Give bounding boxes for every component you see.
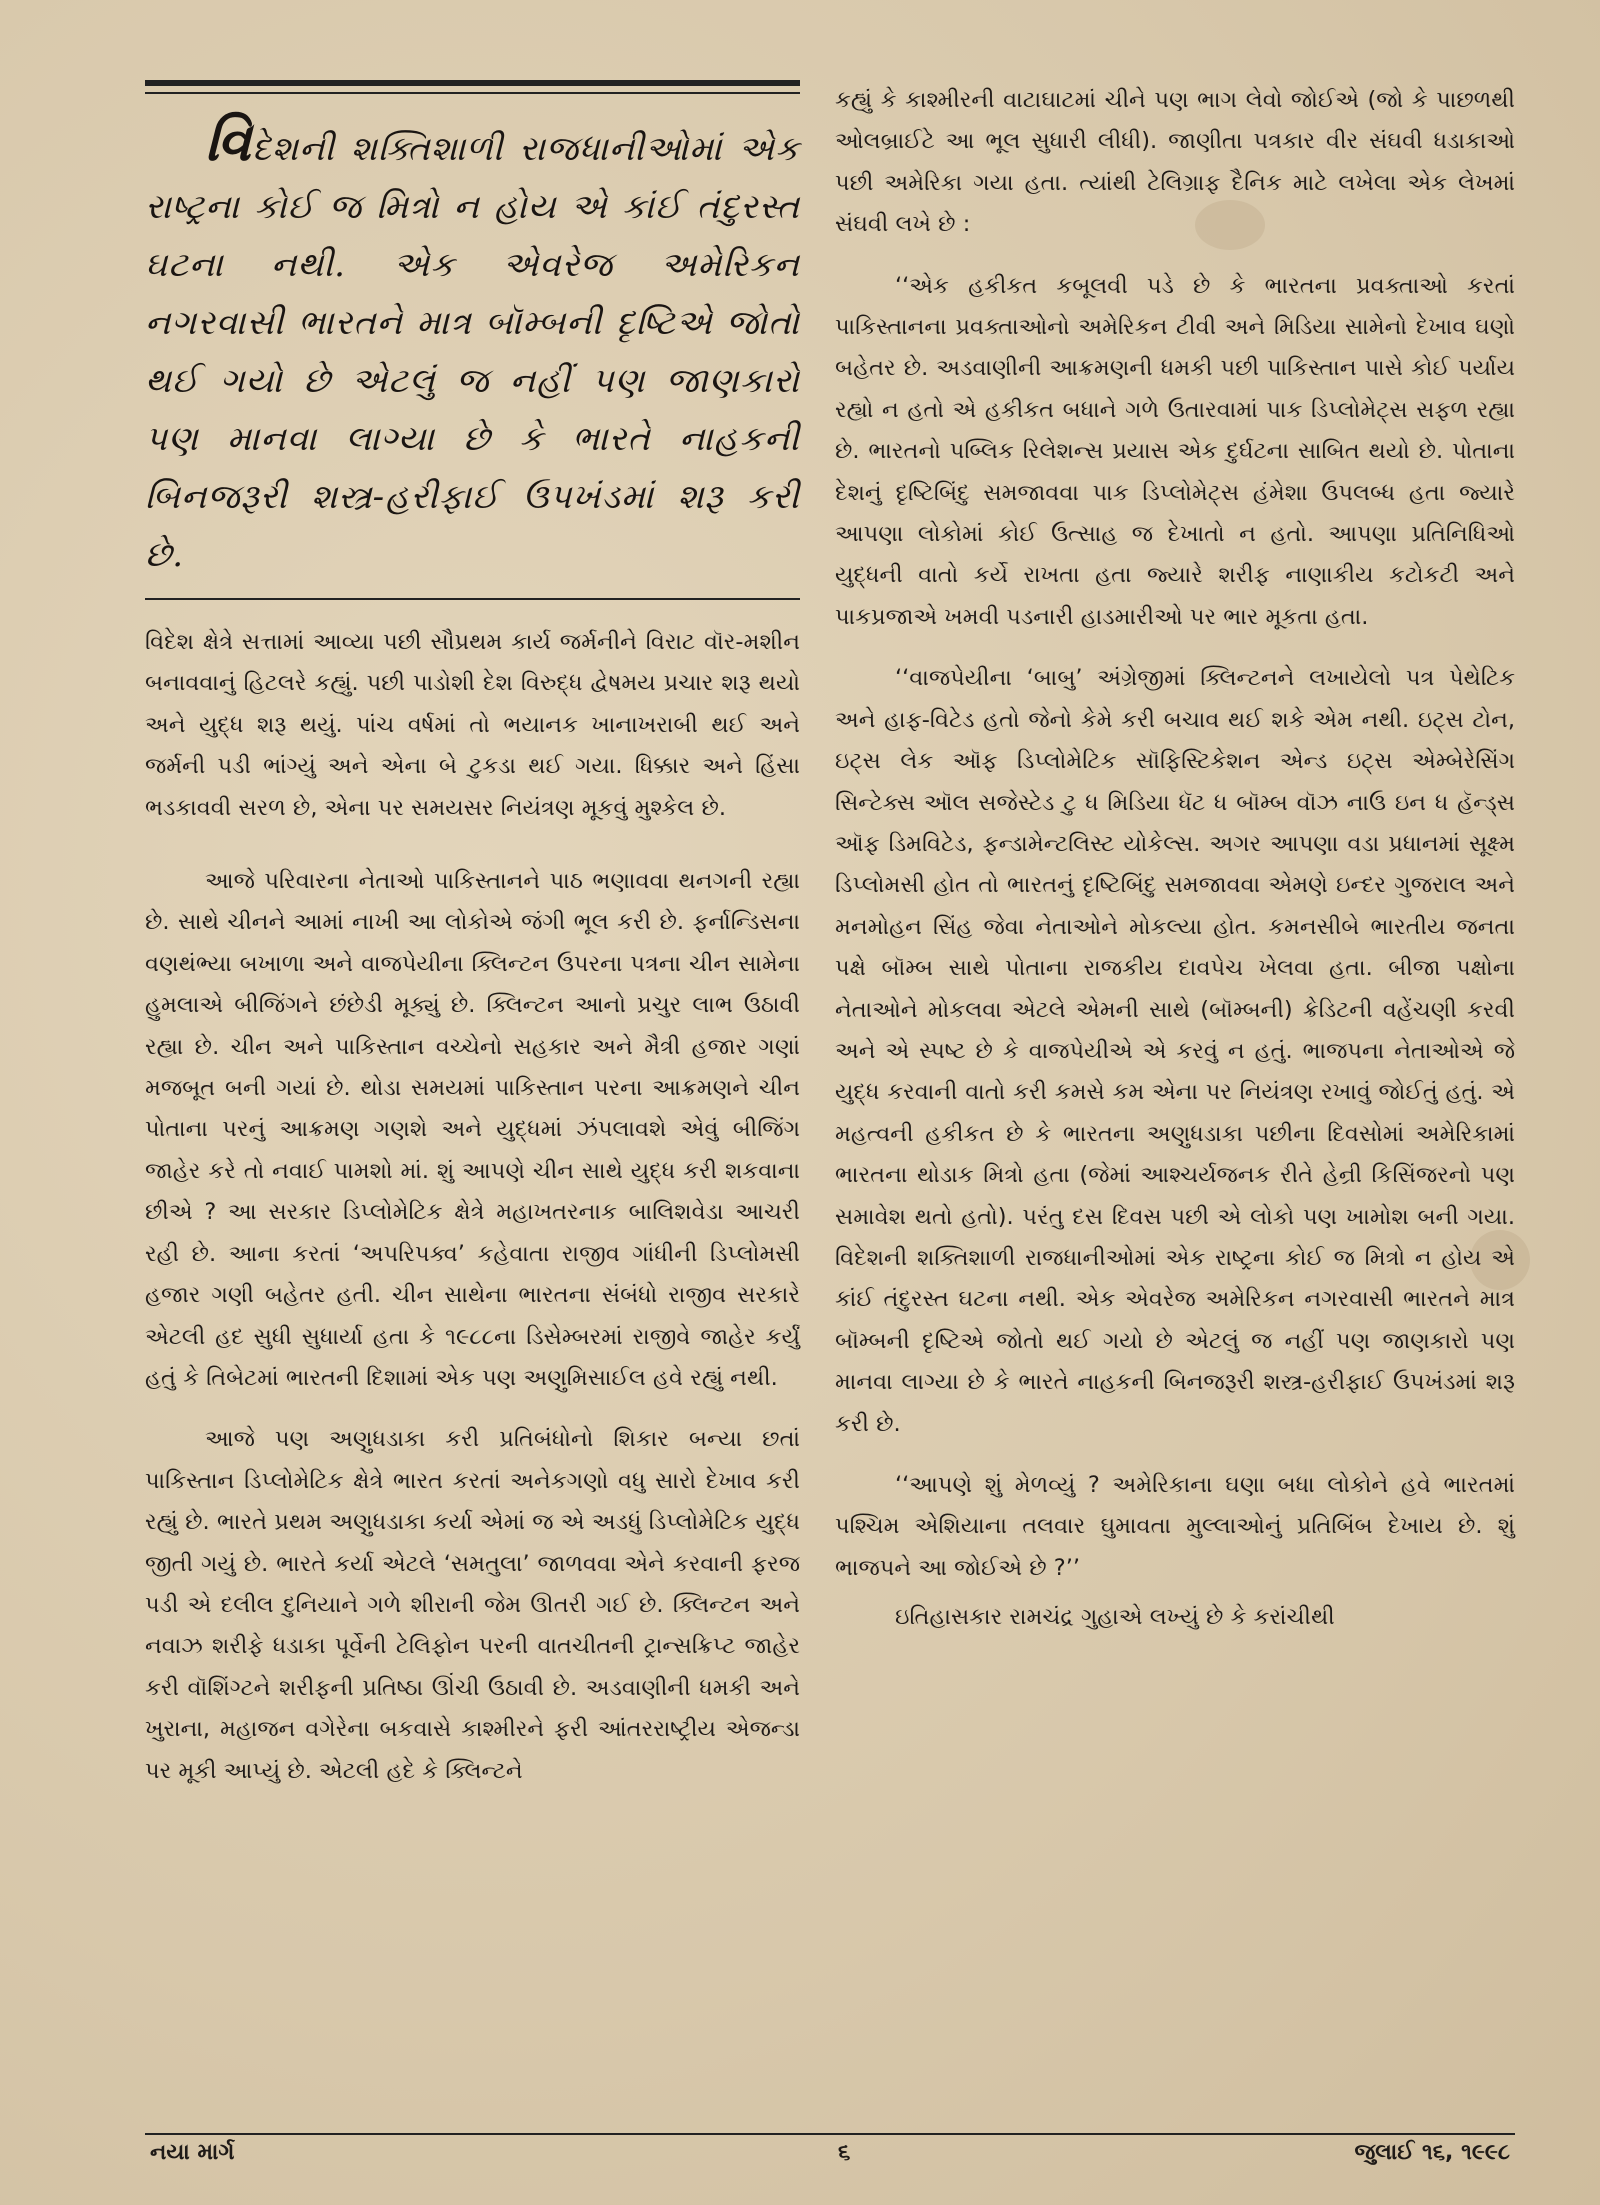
left-paragraph-2: આજે પરિવારના નેતાઓ પાકિસ્તાનને પાઠ ભણાવવા થનગની રહ્યા છે. સાથે ચીનને આમાં નાખી આ લોકોએ જંગી ભૂલ કરી છે. ફર્નાન્ડિસના વણથંભ્યા બખાળા અને વાજપેયીના ક્લિન્ટન ઉપરના પત્રના ચીન સામેના હુમલાએ બીજિંગને છંછેડી મૂક્યું છે. ક્લિન્ટન આનો પ્રચુર લાભ ઉઠાવી રહ્યા છે. ચીન અને પાકિસ્તાન વચ્ચેનો સહકાર અને મૈત્રી હજાર ગણાં મજબૂત બની ગયાં છે. થોડા સમયમાં પાકિસ્તાન પરના આક્રમણને ચીન પોતાના પરનું આક્રમણ ગણશે અને યુદ્ધમાં ઝંપલાવશે એવું બીજિંગ જાહેર કરે તો નવાઈ પામશો માં. શું આપણે ચીન સાથે યુદ્ધ કરી શકવાના છીએ ? આ સરકાર ડિપ્લોમેટિક ક્ષેત્રે મહાખતરનાક બાલિશવેડા આચરી રહી છે. આના કરતાં ‘અપરિપક્વ’ કહેવાતા રાજીવ ગાંધીની ડિપ્લોમસી હજાર ગણી બહેતર હતી. ચીન સાથેના ભારતના સંબંધો રાજીવ સરકારે એટલી હદ સુધી સુધાર્યા હતા કે ૧૯૮૮ના ડિસેમ્બરમાં રાજીવે જાહેર કર્યું હતું કે તિબેટમાં ભારતની દિશામાં એક પણ અણુમિસાઈલ હવે રહ્યું નથી. xyxy=(145,868,800,1391)
left-paragraph-1: વિદેશ ક્ષેત્રે સત્તામાં આવ્યા પછી સૌપ્રથમ કાર્ય જર્મનીને વિરાટ વૉર-મશીન બનાવવાનું હિટલરે કહ્યું. પછી પાડોશી દેશ વિરુદ્ધ દ્વેષમય પ્રચાર શરૂ થયો અને યુદ્ધ શરૂ થયું. પાંચ વર્ષમાં તો ભયાનક ખાનાખરાબી થઈ અને જર્મની પડી ભાંગ્યું અને એના બે ટુકડા થઈ ગયા. ધિક્કાર અને હિંસા ભડકાવવી સરળ છે, એના પર સમયસર નિયંત્રણ મૂકવું મુશ્કેલ છે. xyxy=(145,629,800,821)
right-quote-paragraph-3: ‘‘આપણે શું મેળવ્યું ? અમેરિકાના ઘણા બધા લોકોને હવે ભારતમાં પશ્ચિમ એશિયાના તલવાર ઘુમાવતા મુલ્લાઓનું પ્રતિબિંબ દેખાય છે. શું ભાજપને આ જોઈએ છે ?’’ xyxy=(835,1472,1515,1581)
left-paragraph-3: આજે પણ અણુધડાકા કરી પ્રતિબંધોનો શિકાર બન્યા છતાં પાકિસ્તાન ડિપ્લોમેટિક ક્ષેત્રે ભારત કરતાં અનેકગણો વધુ સારો દેખાવ કરી રહ્યું છે. ભારતે પ્રથમ અણુધડાકા કર્યા એમાં જ એ અડધું ડિપ્લોમેટિક યુદ્ધ જીતી ગયું છે. ભારતે કર્યા એટલે ‘સમતુલા’ જાળવવા એને કરવાની ફરજ પડી એ દલીલ દુનિયાને ગળે શીરાની જેમ ઊતરી ગઈ છે. ક્લિન્ટન અને નવાઝ શરીફે ધડાકા પૂર્વેની ટેલિફોન પરની વાતચીતની ટ્રાન્સક્રિપ્ટ જાહેર કરી વૉશિંગ્ટને શરીફની પ્રતિષ્ઠા ઊંચી ઉઠાવી છે. અડવાણીની ધમકી અને ખુરાના, મહાજન વગેરેના બકવાસે કાશ્મીરને ફરી આંતરરાષ્ટ્રીય એજન્ડા પર મૂકી આપ્યું છે. એટલી હદે કે ક્લિન્ટને xyxy=(145,1426,800,1784)
pull-quote-text: દેશની શક્તિશાળી રાજધાનીઓમાં એક રાષ્ટ્રના કોઈ જ મિત્રો ન હોય એ કાંઈ તંદુરસ્ત ઘટના નથી. એક એવરેજ અમેરિકન નગરવાસી ભારતને માત્ર બૉમ્બની દૃષ્ટિએ જોતો થઈ ગયો છે એટલું જ નહીં પણ જાણકારો પણ માનવા લાગ્યા છે કે ભારતે નાહકની બિનજરૂરી શસ્ત્ર-હરીફાઈ ઉપખંડમાં શરૂ કરી છે. xyxy=(145,129,800,575)
left-column xyxy=(145,80,800,1792)
right-quote-paragraph-1: ‘‘એક હકીકત કબૂલવી પડે છે કે ભારતના પ્રવક્તાઓ કરતાં પાકિસ્તાનના પ્રવક્તાઓનો અમેરિકન ટીવી અને મિડિયા સામેનો દેખાવ ઘણો બહેતર છે. અડવાણીની આક્રમણની ધમકી પછી પાકિસ્તાન પાસે કોઈ પર્યાય રહ્યો ન હતો એ હકીકત બધાને ગળે ઉતારવામાં પાક ડિપ્લોમેટ્સ સફળ રહ્યા છે. ભારતનો પબ્લિક રિલેશન્સ પ્રયાસ એક દુર્ઘટના સાબિત થયો છે. પોતાના દેશનું દૃષ્ટિબિંદુ સમજાવવા પાક ડિપ્લોમેટ્સ હંમેશા ઉપલબ્ધ હતા જ્યારે આપણા લોકોમાં કોઈ ઉત્સાહ જ દેખાતો ન હતો. આપણા પ્રતિનિધિઓ યુદ્ધની વાતો કર્યે રાખતા હતા જ્યારે શરીફ નાણાકીય કટોકટી અને પાકપ્રજાએ ખમવી પડનારી હાડમારીઓ પર ભાર મૂકતા હતા. xyxy=(835,272,1515,630)
pull-quote-bottom-rule xyxy=(145,598,800,600)
footer-publication-name: નયા માર્ગ xyxy=(150,2140,235,2165)
footer-date: જુલાઈ ૧૬, ૧૯૯૮ xyxy=(1354,2140,1510,2165)
pull-quote-top-rule xyxy=(145,80,800,94)
right-paragraph-last: ઇતિહાસકાર રામચંદ્ર ગુહાએ લખ્યું છે કે કરાંચીથી xyxy=(895,1604,1335,1631)
pull-quote-initial: વિ xyxy=(205,109,252,173)
footer-page-number: ૬ xyxy=(838,2140,851,2165)
right-column xyxy=(835,80,1515,1639)
right-quote-paragraph-2: ‘‘વાજપેયીના ‘બાબુ’ અંગ્રેજીમાં ક્લિન્ટનને લખાયેલો પત્ર પેથેટિક અને હાફ-વિટેડ હતો જેનો કેમે કરી બચાવ થઈ શકે એમ નથી. ઇટ્સ ટોન, ઇટ્સ લેક ઑફ ડિપ્લોમેટિક સૉફિસ્ટિકેશન એન્ડ ઇટ્સ એમ્બેરેસિંગ સિન્ટેક્સ ઑલ સજેસ્ટેડ ટુ ધ મિડિયા ધૅટ ધ બૉમ્બ વૉઝ નાઉ ઇન ધ હૅન્ડ્સ ઑફ ડિમવિટેડ, ફન્ડામેન્ટલિસ્ટ યોકેલ્સ. અગર આપણા વડા પ્રધાનમાં સૂક્ષ્મ ડિપ્લોમસી હોત તો ભારતનું દૃષ્ટિબિંદુ સમજાવવા એમણે ઇન્દર ગુજરાલ અને મનમોહન સિંહ જેવા નેતાઓને મોકલ્યા હોત. કમનસીબે ભારતીય જનતા પક્ષે બૉમ્બ સાથે પોતાના રાજકીય દાવપેચ ખેલવા હતા. બીજા પક્ષોના નેતાઓને મોકલવા એટલે એમની સાથે (બૉમ્બની) ક્રેડિટની વહેંચણી કરવી અને એ સ્પષ્ટ છે કે વાજપેયીએ એ કરવું ન હતું. ભાજપના નેતાઓએ જે યુદ્ધ કરવાની વાતો કરી કમસે કમ એના પર નિયંત્રણ રખાવું જોઈતું હતું. એ મહત્વની હકીકત છે કે ભારતના અણુધડાકા પછીના દિવસોમાં અમેરિકામાં ભારતના થોડાક મિત્રો હતા (જેમાં આશ્ચર્યજનક રીતે હેન્રી કિસિંજરનો પણ સમાવેશ થતો હતો). પરંતુ દસ દિવસ પછી એ લોકો પણ ખામોશ બની ગયા. વિદેશની શક્તિશાળી રાજધાનીઓમાં એક રાષ્ટ્રના કોઈ જ મિત્રો ન હોય એ કાંઈ તંદુરસ્ત ઘટના નથી. એક એવરેજ અમેરિકન નગરવાસી ભારતને માત્ર બૉમ્બની દૃષ્ટિએ જોતો થઈ ગયો છે એટલું જ નહીં પણ જાણકારો પણ માનવા લાગ્યા છે કે ભારતે નાહકની બિનજરૂરી શસ્ત્ર-હરીફાઈ ઉપખંડમાં શરૂ કરી છે. xyxy=(835,665,1515,1437)
right-paragraph-1: કહ્યું કે કાશ્મીરની વાટાઘાટમાં ચીને પણ ભાગ લેવો જોઈએ (જો કે પાછળથી ઓલબ્રાઈટે આ ભૂલ સુધારી લીધી). જાણીતા પત્રકાર વીર સંઘવી ધડાકાઓ પછી અમેરિકા ગયા હતા. ત્યાંથી ટેલિગ્રાફ દૈનિક માટે લખેલા એક લેખમાં સંઘવી લખે છે : xyxy=(835,87,1515,238)
footer-rule xyxy=(145,2133,1515,2135)
pull-quote xyxy=(145,109,800,584)
